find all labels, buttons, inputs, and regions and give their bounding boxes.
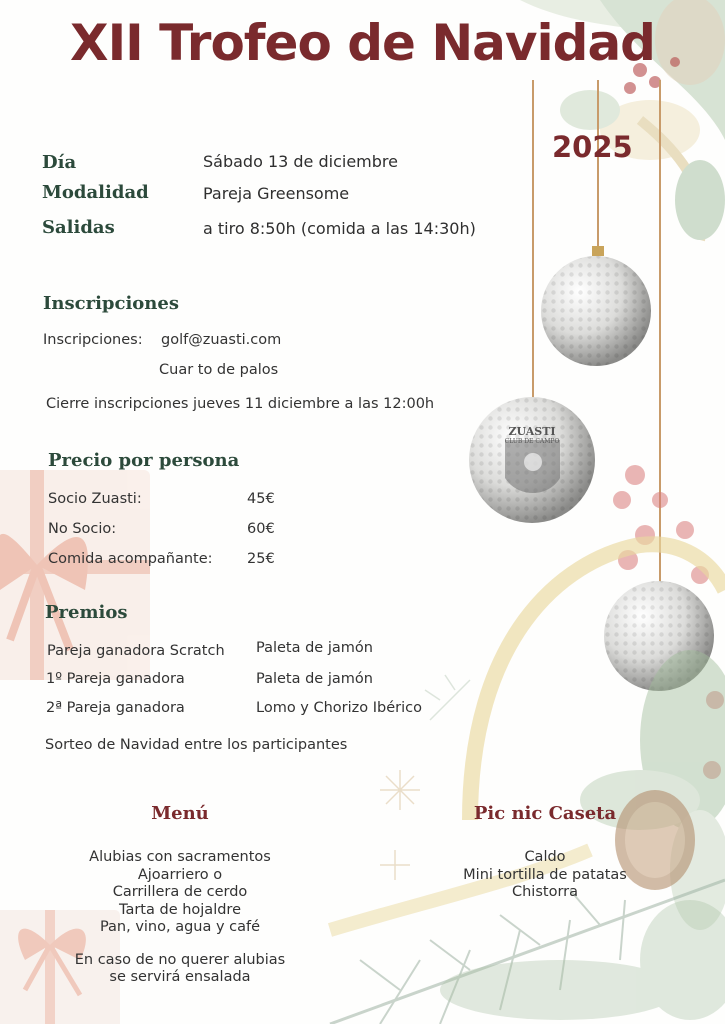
picnic-item: Caldo [524, 849, 566, 865]
section-inscripciones-heading: Inscripciones [43, 293, 179, 314]
inscripciones-label: Inscripciones: [43, 332, 143, 348]
premios-raffle: Sorteo de Navidad entre los participantes [45, 737, 348, 753]
logo-name: ZUASTI [508, 425, 556, 438]
premio-label-primera: 1º Pareja ganadora [46, 671, 185, 687]
detail-label-salidas: Salidas [42, 217, 115, 238]
precio-label-comida: Comida acompañante: [48, 551, 213, 567]
premio-prize-primera: Paleta de jamón [256, 671, 373, 687]
detail-label-dia: Día [42, 152, 77, 173]
detail-value-dia: Sábado 13 de diciembre [203, 152, 398, 171]
golf-ball-ornament-1 [541, 246, 651, 366]
picnic-heading: Pic nic Caseta [473, 803, 617, 824]
zuasti-logo [496, 425, 568, 445]
menu-item: Ajoarriero o [137, 866, 223, 883]
detail-value-modalidad: Pareja Greensome [203, 184, 350, 203]
menu-item: Tarta de hojaldre [119, 901, 241, 918]
menu-item: Alubias con sacramentos [89, 849, 271, 865]
section-premios-heading: Premios [45, 602, 128, 623]
picnic-item: Chistorra [511, 884, 578, 900]
precio-label-nosocio: No Socio: [48, 521, 117, 537]
premio-prize-segunda: Lomo y Chorizo Ibérico [256, 700, 422, 716]
page-title: XII Trofeo de Navidad [70, 14, 655, 72]
precio-value-nosocio: 60€ [247, 521, 275, 537]
precio-value-socio: 45€ [247, 491, 275, 507]
section-precio-heading: Precio por persona [48, 450, 240, 471]
logo-sub: CLUB DE CAMPO [504, 438, 560, 445]
menu-item: Pan, vino, agua y café [99, 919, 261, 935]
menu-heading: Menú [151, 803, 209, 824]
menu-item: Carrillera de cerdo [112, 884, 248, 900]
golf-ball-ornament-2 [469, 397, 595, 523]
menu-list [40, 849, 320, 987]
precio-value-comida: 25€ [247, 551, 275, 567]
premio-label-scratch: Pareja ganadora Scratch [47, 643, 225, 659]
inscripciones-closing: Cierre inscripciones jueves 11 diciembre a las 12:00h [46, 396, 435, 412]
inscripciones-email[interactable]: golf@zuasti.com [161, 332, 282, 348]
menu-note: En caso de no querer alubias [74, 951, 286, 968]
inscripciones-place: Cuar to de palos [159, 362, 279, 378]
picnic-list [420, 849, 670, 902]
event-year: 2025 [552, 130, 633, 164]
premio-label-segunda: 2ª Pareja ganadora [46, 700, 185, 716]
picnic-item: Mini tortilla de patatas [463, 866, 627, 883]
detail-label-modalidad: Modalidad [42, 182, 149, 203]
premio-prize-scratch: Paleta de jamón [256, 640, 373, 656]
detail-value-salidas: a tiro 8:50h (comida a las 14:30h) [203, 219, 476, 238]
menu-note: se servirá ensalada [109, 969, 251, 985]
precio-label-socio: Socio Zuasti: [48, 491, 142, 507]
